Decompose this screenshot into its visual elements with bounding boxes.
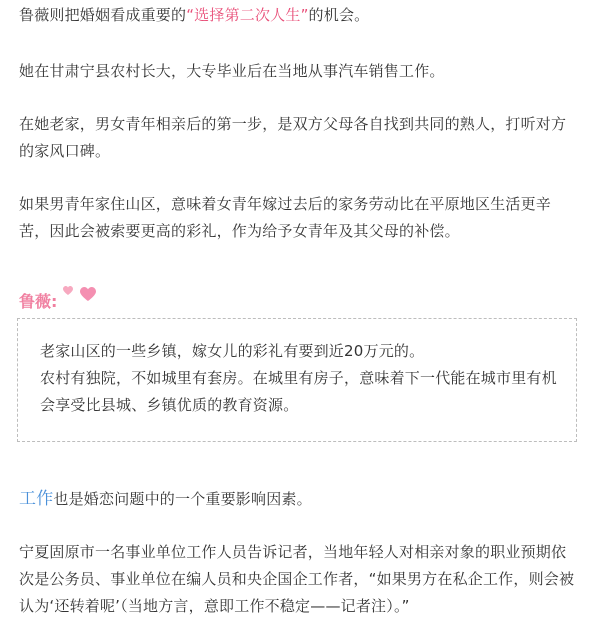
quote-line: 农村有独院，不如城里有套房。在城里有房子，意味着下一代能在城市里有机会享受比县城、乡镇优质的教育资源。 — [40, 369, 557, 414]
speaker-label — [19, 289, 57, 312]
hearts-icon — [58, 282, 108, 304]
heart-small-icon — [63, 286, 73, 295]
paragraph-mountain: 如果男青年家住山区，意味着女青年嫁过去后的家务劳动比在平原地区生活更辛苦，因此会被索要更高的彩礼，作为给予女青年及其父母的补偿。 — [19, 195, 552, 240]
paragraph-work — [19, 486, 581, 513]
paragraph-background: 她在甘肃宁县农村长大，大专毕业后在当地从事汽车销售工作。 — [19, 62, 445, 80]
paragraph-text: 鲁薇则把婚姻看成重要的 — [19, 6, 187, 24]
keyword-work: 工作 — [19, 489, 54, 509]
quote-line: 老家山区的一些乡镇，嫁女儿的彩礼有要到近20万元的。 — [40, 342, 425, 360]
paragraph-custom: 在她老家，男女青年相亲后的第一步，是双方父母各自找到共同的熟人，打听对方的家风口碑。 — [19, 115, 567, 160]
speaker-colon: : — [51, 292, 58, 311]
highlight-phrase: “选择第二次人生” — [186, 6, 309, 24]
paragraph-text: 的机会。 — [308, 6, 370, 24]
paragraph-choice — [19, 2, 581, 29]
paragraph-ningxia: 宁夏固原市一名事业单位工作人员告诉记者，当地年轻人对相亲对象的职业预期依次是公务员、事业单位在编人员和央企国企工作者，“如果男方在私企工作，则会被认为‘还转着呢’（当地方言，意即工作不稳定——记者注）。” — [19, 543, 575, 615]
quote-text — [40, 338, 560, 419]
heart-large-icon — [80, 287, 96, 301]
paragraph-text: 也是婚恋问题中的一个重要影响因素。 — [53, 490, 312, 508]
speaker-name: 鲁薇 — [19, 292, 52, 311]
